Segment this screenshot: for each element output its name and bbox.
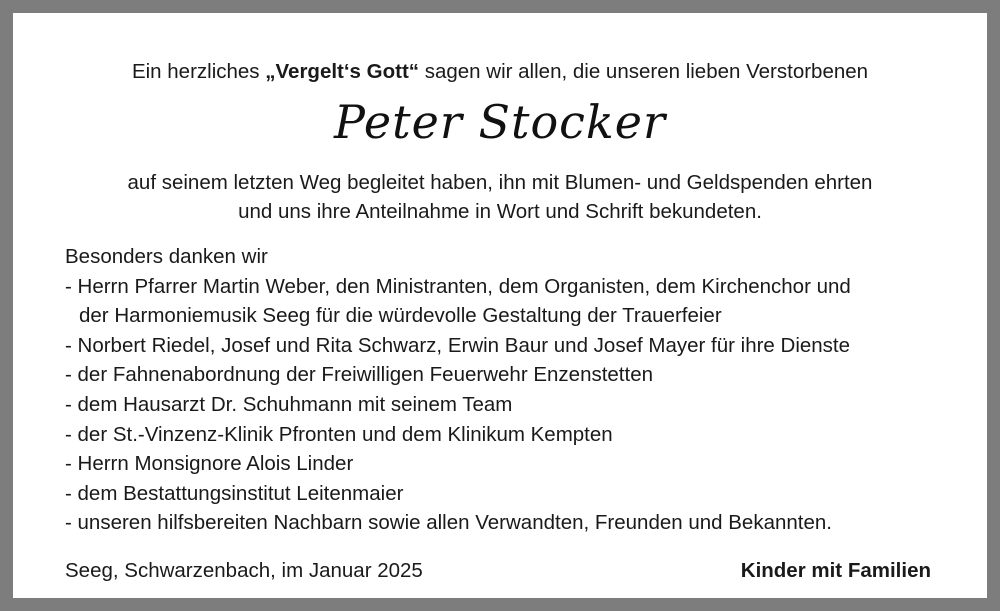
thanks-item: - Herrn Monsignore Alois Linder xyxy=(65,452,354,476)
thanks-item: - dem Hausarzt Dr. Schuhmann mit seinem Team xyxy=(65,392,513,416)
deceased-name: Peter Stocker xyxy=(334,95,666,149)
intro-line xyxy=(13,60,987,84)
thanks-item: - dem Bestattungsinstitut Leitenmaier xyxy=(65,481,404,505)
thanks-item-continued: der Harmoniemusik Seeg für die würdevolle Gestaltung der Trauerfeier xyxy=(79,304,722,328)
intro-bold: „Vergelt‘s Gott“ xyxy=(265,60,420,83)
body-line: und uns ihre Anteilnahme in Wort und Schrift bekundeten. xyxy=(238,200,762,223)
thanks-item: - der St.-Vinzenz-Klinik Pfronten und dem Klinikum Kempten xyxy=(65,422,613,446)
body-text xyxy=(13,168,987,226)
thanks-item: - Norbert Riedel, Josef und Rita Schwarz, Erwin Baur und Josef Mayer für ihre Dienste xyxy=(65,333,851,357)
thanks-heading: Besonders danken wir xyxy=(65,245,268,268)
place-date: Seeg, Schwarzenbach, im Januar 2025 xyxy=(65,559,423,582)
intro-before: Ein herzliches xyxy=(131,60,266,83)
obituary-card xyxy=(13,13,987,598)
thanks-item: - Herrn Pfarrer Martin Weber, den Ministranten, dem Organisten, dem Kirchenchor und xyxy=(65,274,851,298)
thanks-item: - unseren hilfsbereiten Nachbarn sowie allen Verwandten, Freunden und Bekannten. xyxy=(65,511,832,535)
thanks-item: - der Fahnenabordnung der Freiwilligen Feuerwehr Enzenstetten xyxy=(65,363,654,387)
body-line: auf seinem letzten Weg begleitet haben, ihn mit Blumen- und Geldspenden ehrten xyxy=(127,171,873,194)
signature: Kinder mit Familien xyxy=(740,559,931,582)
intro-after: sagen wir allen, die unseren lieben Verstorbenen xyxy=(419,60,869,83)
thanks-list xyxy=(65,242,957,538)
